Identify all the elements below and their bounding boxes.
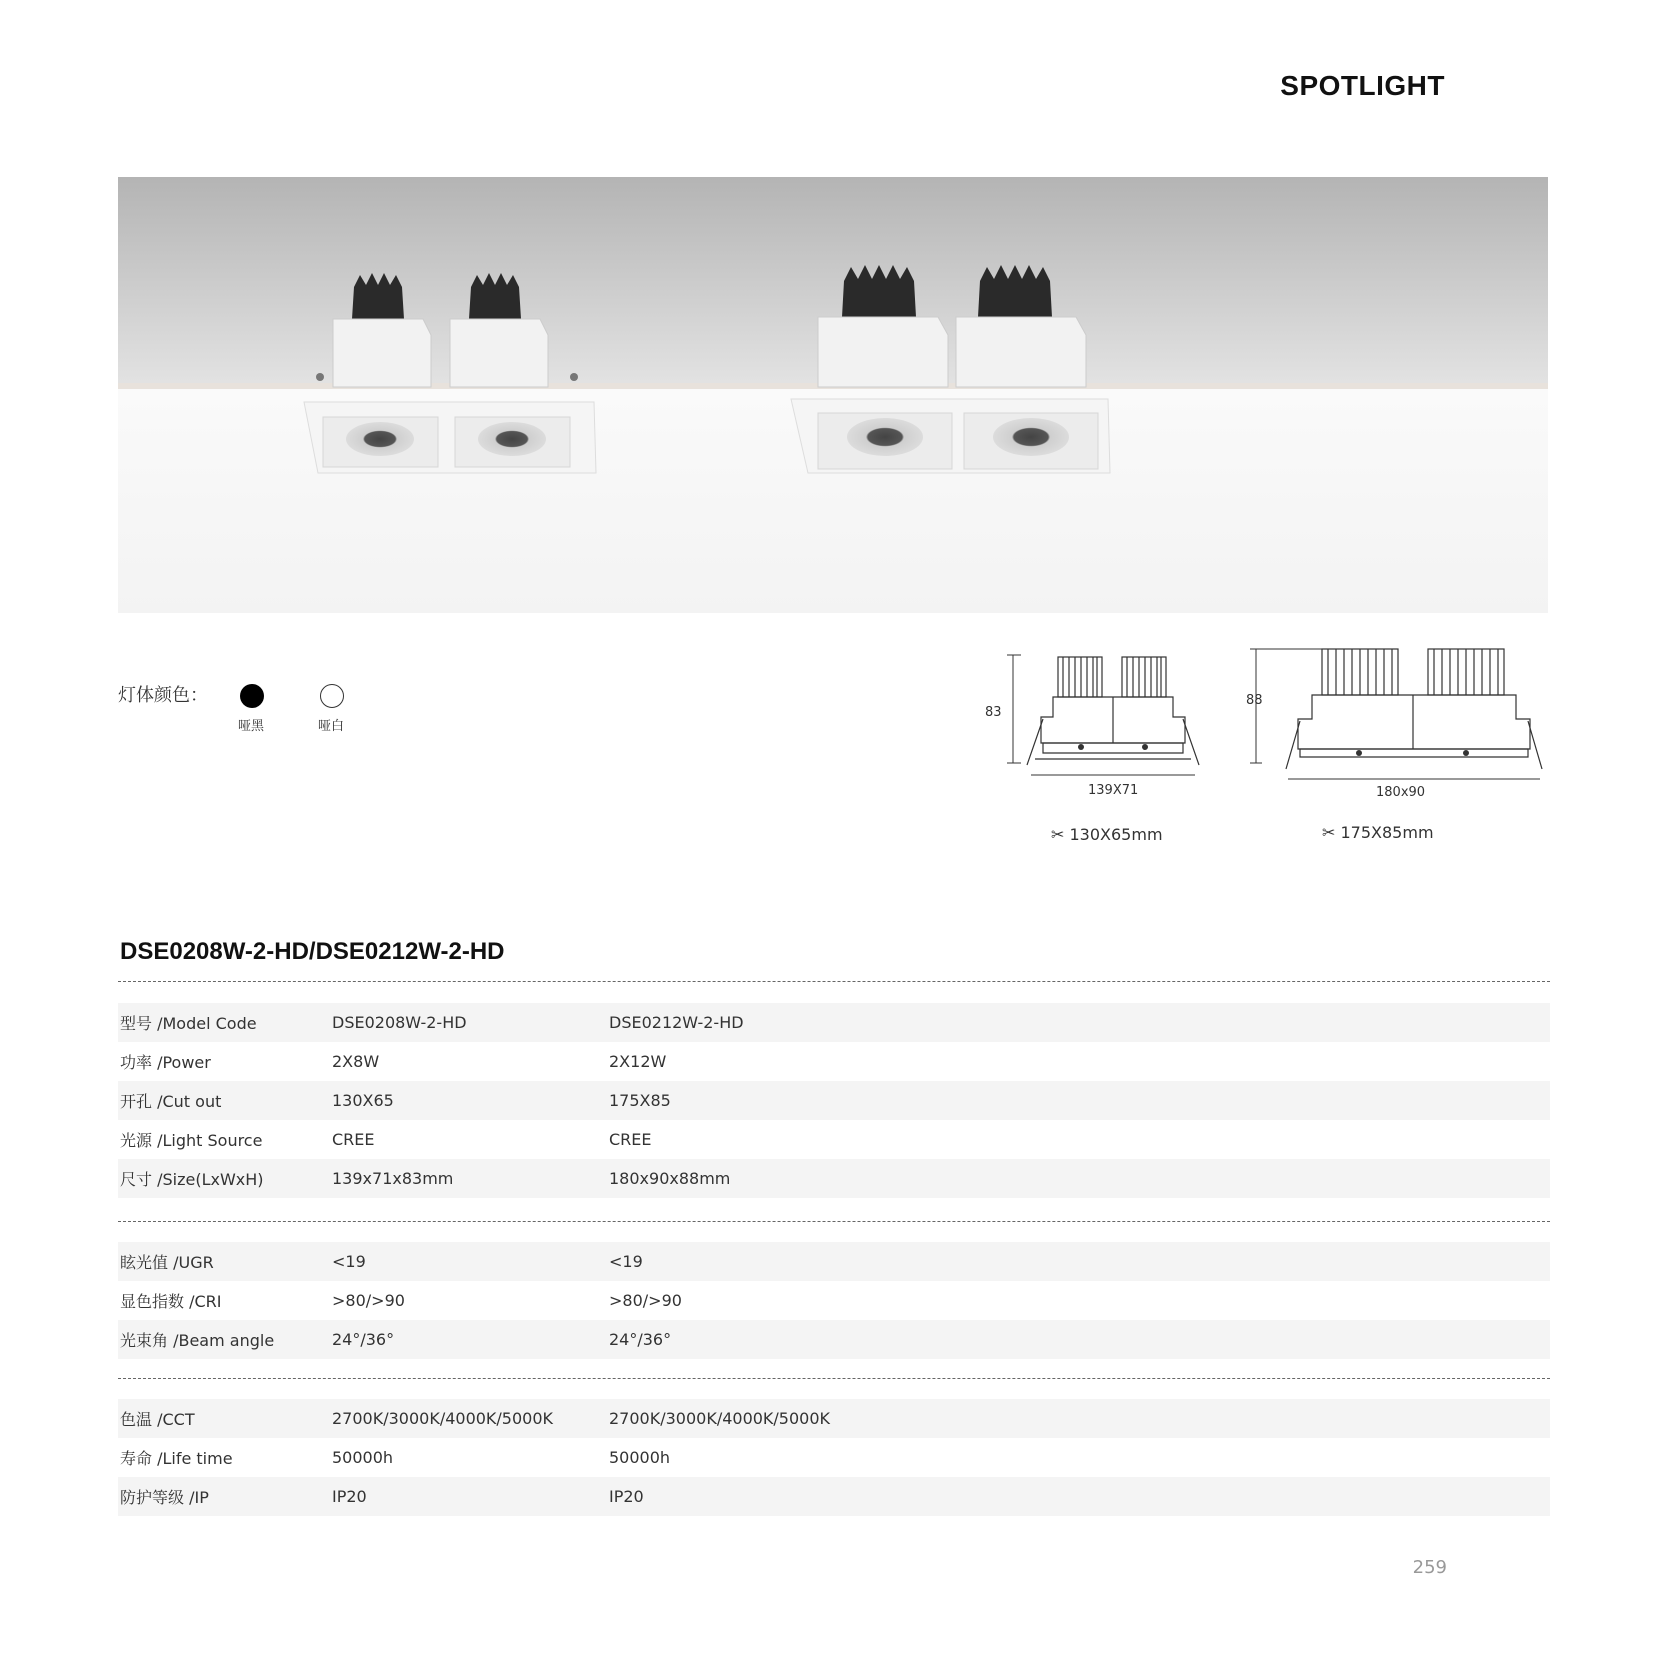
cutout-icon: ✂ xyxy=(1322,823,1341,842)
spec-group-other xyxy=(118,1399,1550,1516)
spec-row: 光源 /Light Source CREE CREE xyxy=(120,1130,652,1150)
spec-group-basic xyxy=(118,1003,1550,1198)
divider xyxy=(118,981,1550,982)
body-color-label: 灯体颜色： xyxy=(118,685,208,706)
white-swatch[interactable] xyxy=(320,684,344,708)
cutout-label: ✂ 175X85mm xyxy=(1322,823,1434,842)
spec-row: 光束角 /Beam angle 24°/36° 24°/36° xyxy=(118,1320,1550,1359)
spec-row: 尺寸 /Size(LxWxH) 139x71x83mm 180x90x88mm xyxy=(118,1159,1550,1198)
black-swatch-label: 哑黑 xyxy=(238,719,265,734)
spec-row: 寿命 /Life time 50000h 50000h xyxy=(120,1448,671,1468)
spec-group-optical xyxy=(118,1242,1550,1359)
product-photo xyxy=(118,177,1548,613)
size-label: 180x90 xyxy=(1376,785,1426,800)
spec-row: 功率 /Power 2X8W 2X12W xyxy=(120,1052,667,1072)
spec-row: 显色指数 /CRI >80/>90 >80/>90 xyxy=(120,1291,682,1311)
spec-row: 眩光值 /UGR <19 <19 xyxy=(118,1242,1550,1281)
height-label: 88 xyxy=(1246,693,1263,708)
model-title: DSE0208W-2-HD/DSE0212W-2-HD xyxy=(120,938,505,965)
section-title: SPOTLIGHT xyxy=(1280,70,1445,101)
divider xyxy=(118,1221,1550,1222)
white-swatch-label: 哑白 xyxy=(318,719,345,734)
spec-row: 防护等级 /IP IP20 IP20 xyxy=(118,1477,1550,1516)
page-number: 259 xyxy=(1412,1557,1447,1578)
body-color-selector xyxy=(118,677,418,737)
height-label: 83 xyxy=(985,705,1002,720)
black-swatch[interactable] xyxy=(240,684,264,708)
spec-row: 开孔 /Cut out 130X65 175X85 xyxy=(118,1081,1550,1120)
dimension-drawing-large xyxy=(1246,645,1546,845)
cutout-icon: ✂ xyxy=(1051,825,1070,844)
divider xyxy=(118,1378,1550,1379)
dimension-drawing-small xyxy=(985,645,1225,845)
spec-row: 色温 /CCT 2700K/3000K/4000K/5000K 2700K/3000K/4000K/5000K xyxy=(118,1399,1550,1438)
size-label: 139X71 xyxy=(1088,783,1139,798)
cutout-label: ✂ 130X65mm xyxy=(1051,825,1163,844)
spec-row: 型号 /Model Code DSE0208W-2-HD DSE0212W-2-HD xyxy=(118,1003,1550,1042)
